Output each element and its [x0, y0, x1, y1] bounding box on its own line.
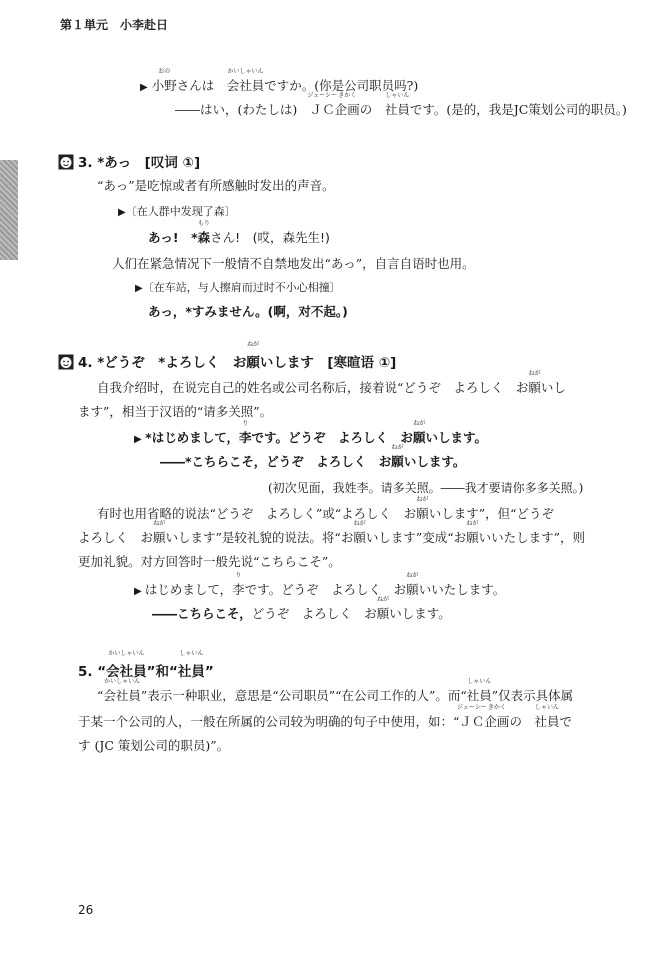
section-heading: 4. *どうぞ *よろしく お ねが 願いします [寒暄语 ①]	[58, 351, 396, 371]
section-heading: 5. “ かいしゃいん 会社員”和“ しゃいん 社員”	[78, 650, 214, 680]
ruby-word: ジェーシー ＪＣ	[307, 92, 338, 117]
context-line: ▶〔在车站，与人擦肩而过时不小心相撞〕	[135, 281, 341, 294]
triangle-bullet-icon: ▶	[134, 434, 146, 445]
paragraph: “あっ”是吃惊或者有所感触时发出的声音。	[97, 178, 335, 193]
paragraph: 更加礼貌。对方回答时一般先说“こちらこそ”。	[78, 554, 341, 569]
context-line: ▶〔在人群中发现了森〕	[118, 205, 236, 218]
example-line: ▶ *はじめまして， り 李です。どうぞ よろしく お ねが 願いします。	[134, 420, 488, 445]
example-line: ▶ はじめまして， り 李です。どうぞ よろしく お ねが 願いいたします。	[134, 572, 506, 597]
example-line: あっ! * もり 森さん! (哎，森先生!)	[148, 220, 330, 245]
chapter-header: 第１単元 小李赴日	[60, 18, 169, 32]
triangle-bullet-icon: ▶	[118, 207, 126, 218]
ruby-word: ねが 願	[528, 370, 541, 395]
section-heading: 3. *あっ [叹词 ①]	[58, 151, 200, 171]
paragraph: す (JC 策划公司的职员)”。	[78, 738, 230, 753]
ruby-word: ねが 願	[416, 496, 429, 521]
example-line: あっ，*すみません。(啊，对不起。)	[148, 304, 348, 319]
ruby-word: ねが 願	[246, 341, 260, 371]
ruby-word: しゃいん 社員	[466, 678, 492, 703]
ruby-word: ジェーシー ＪＣ	[457, 704, 487, 729]
page-number: 26	[78, 903, 94, 917]
example-line: ――こちらこそ，どうぞ よろしく お ねが 願いします。	[152, 596, 451, 621]
ruby-word: り 李	[238, 420, 252, 445]
triangle-bullet-icon: ▶	[135, 283, 143, 294]
triangle-bullet-icon: ▶	[134, 586, 145, 597]
paragraph: 人们在紧急情况下一般情不自禁地发出“あっ”，自言自语时也用。	[112, 256, 475, 271]
paragraph: よろしく お ねが 願いします”是较礼貌的说法。将“お ねが 願いします”变成“お ねが 願いいたします”，则	[78, 520, 586, 545]
paragraph: 有时也用省略的说法“どうぞ よろしく”或“よろしく お ねが 願いします”，但“どうぞ	[97, 496, 554, 521]
ruby-word: しゃいん 社員	[384, 92, 410, 117]
example-line: ――*こちらこそ，どうぞ よろしく お ねが 願いします。	[160, 444, 466, 469]
ruby-word: ねが 願	[466, 520, 479, 545]
ruby-word: しゃいん 社員	[177, 650, 205, 680]
ruby-word: きかく 企画	[484, 704, 510, 729]
ruby-word: おの 小野	[151, 68, 177, 93]
paragraph: “ かいしゃいん 会社員”表示一种职业，意思是“公司职员”“在公司工作的人”。而“ しゃいん 社員”仅表示具体属	[97, 678, 574, 703]
ruby-word: かいしゃいん 会社員	[106, 650, 147, 680]
ruby-word: かいしゃいん 会社員	[226, 68, 265, 93]
ruby-word: ねが 願	[153, 520, 166, 545]
ruby-word: もり 森	[197, 220, 211, 245]
ruby-word: しゃいん 社員	[534, 704, 560, 729]
ruby-word: ねが 願	[353, 520, 366, 545]
paragraph: 于某一个公司的人，一般在所属的公司较为明确的句子中使用，如：“ ジェーシー ＪＣ きかく 企画の しゃいん 社員で	[78, 704, 572, 729]
example-line: ――はい，(わたしは) ジェーシー ＪＣ きかく 企画の しゃいん 社員です。(是的，我是JC策划公司的职员。)	[175, 92, 627, 117]
paragraph: ます”，相当于汉语的“请多关照”。	[78, 404, 273, 419]
ruby-word: ねが 願	[406, 572, 419, 597]
translation-line: (初次见面，我姓李。请多关照。――我才要请你多多关照。)	[268, 481, 584, 495]
ruby-word: きかく 企画	[334, 92, 360, 117]
ruby-word: かいしゃいん 会社員	[103, 678, 141, 703]
triangle-bullet-icon: ▶	[140, 82, 148, 93]
ruby-word: ねが 願	[376, 596, 390, 621]
paragraph: 自我介绍时，在说完自己的姓名或公司名称后，接着说“どうぞ よろしく お ねが 願いし	[97, 370, 566, 395]
side-thumb-tab	[0, 160, 18, 260]
ruby-word: り 李	[232, 572, 245, 597]
example-line: ▶ おの 小野さんは かいしゃいん 会社員ですか。(你是公司职员吗?)	[140, 68, 419, 93]
ruby-word: ねが 願	[413, 420, 426, 445]
face-icon	[58, 354, 74, 370]
face-icon	[58, 154, 74, 170]
ruby-word: ねが 願	[391, 444, 404, 469]
